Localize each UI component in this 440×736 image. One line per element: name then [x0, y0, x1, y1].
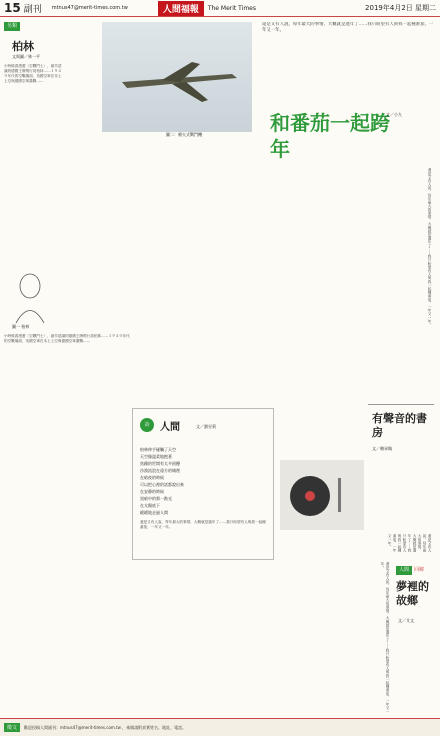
side1-title: 有聲音的書房 — [372, 412, 427, 439]
poem-extra: 還是又有人說，每年最大的事情，大概就是過年了……我只盼望有人與我一起種番茄，一年又一年。 — [140, 520, 266, 529]
column1-body-continued: 小時候看漫畫〈空戰鬥士〉，最早認識的德國王牌飛行員柏林……１９４０年代的空戰場面，英國空軍在本土上空與德國空軍激戰…… — [4, 334, 130, 343]
lead-paragraph: 還是又有人說，每年最大的事情，大概就是過年了……我只盼望有人與我一起種番茄，一年又一年。 — [262, 22, 434, 33]
side1-body: 還是又有人說，每年最大的事情，大概就是過年了……我只盼望有人與我一起種番茄，一年又一年。 — [388, 534, 432, 552]
poem-badge: 詩 — [140, 418, 154, 432]
side2-badge2: 回鄉 — [414, 567, 425, 573]
divider — [368, 404, 434, 405]
poem-line: 天空像溫柔地抱著 — [140, 454, 172, 459]
side2-body: 還是又有人說，每年最大的事情，大概就是過年了……我只盼望有人與我一起種番茄，一年又一年。 — [381, 562, 390, 714]
side2-badge: 人間 — [396, 566, 412, 575]
section-name: 副刊 — [23, 4, 42, 15]
side1-author: 文／賴承翰 — [372, 446, 392, 451]
column-badge: 另類 — [4, 22, 20, 31]
column1-author: 文與圖／林一平 — [12, 54, 40, 59]
poem-lines — [140, 446, 266, 516]
poem-line: 在暗夜的時候 — [140, 475, 164, 480]
page-footer — [0, 718, 440, 736]
column1-title: 柏林 — [12, 40, 34, 53]
portrait-caption: 圖一 柏林 — [12, 324, 30, 329]
poem-line: 沙漠流浪在遠方的城裡 — [140, 468, 180, 473]
poem-line: 在太陽底下 — [140, 503, 160, 508]
footer-text: 歡迎投稿人間副刊：mtnus47@merit-times.com.tw ，來稿請附真實姓名、地址、電話。 — [24, 724, 187, 730]
side2-author: 文／艾文 — [398, 618, 414, 623]
newspaper-logo-en: The Merit Times — [207, 4, 256, 12]
poem-line: 柏林伸手碰觸了天空 — [140, 447, 176, 452]
photo-caption: 圖二：噴火式戰鬥機 — [166, 132, 202, 137]
page-number: 15 — [4, 1, 21, 15]
poem-author: 文／劉昱莉 — [196, 424, 216, 429]
spitfire-photo — [102, 22, 252, 132]
issue-date: 2019年4月2日 星期二 — [365, 4, 436, 12]
column1-body: 小時候看漫畫〈空戰鬥士〉，最早認識的德國王牌飛行員柏林……１９４０年代的空戰場面，英國空軍在本土上空與德國空軍激戰…… — [4, 64, 62, 83]
poem-title: 人間 — [160, 422, 180, 433]
record-icon — [280, 460, 364, 530]
poem-line: 焦躁的世間有太多困擾 — [140, 461, 180, 466]
poem-line: 黑暗中的那一點光 — [140, 496, 172, 501]
article-title: 和番茄一起跨年 — [270, 111, 390, 161]
poem-line: 可以把心裡的話都說出來 — [140, 482, 184, 487]
article-author: 文／小九 — [386, 112, 402, 117]
poem-line: 在安靜的時候 — [140, 489, 164, 494]
side2-title: 夢裡的故鄉 — [396, 580, 429, 607]
footer-label: 徵文 — [4, 723, 20, 732]
article-body: 還是又有人說，每年最大的事情，大概就是過年了……我只盼望有人與我一起種番茄，一年又一年。 — [428, 168, 432, 327]
portrait-illustration — [10, 268, 50, 323]
airplane-icon — [102, 22, 252, 132]
header-url[interactable]: mtnus47@merit-times.com.tw — [51, 5, 128, 11]
page-header — [0, 0, 440, 17]
record-player-photo — [280, 460, 364, 530]
poem-line: 緩緩地走過人間 — [140, 510, 168, 515]
newspaper-logo: 人間福報 — [158, 1, 204, 16]
